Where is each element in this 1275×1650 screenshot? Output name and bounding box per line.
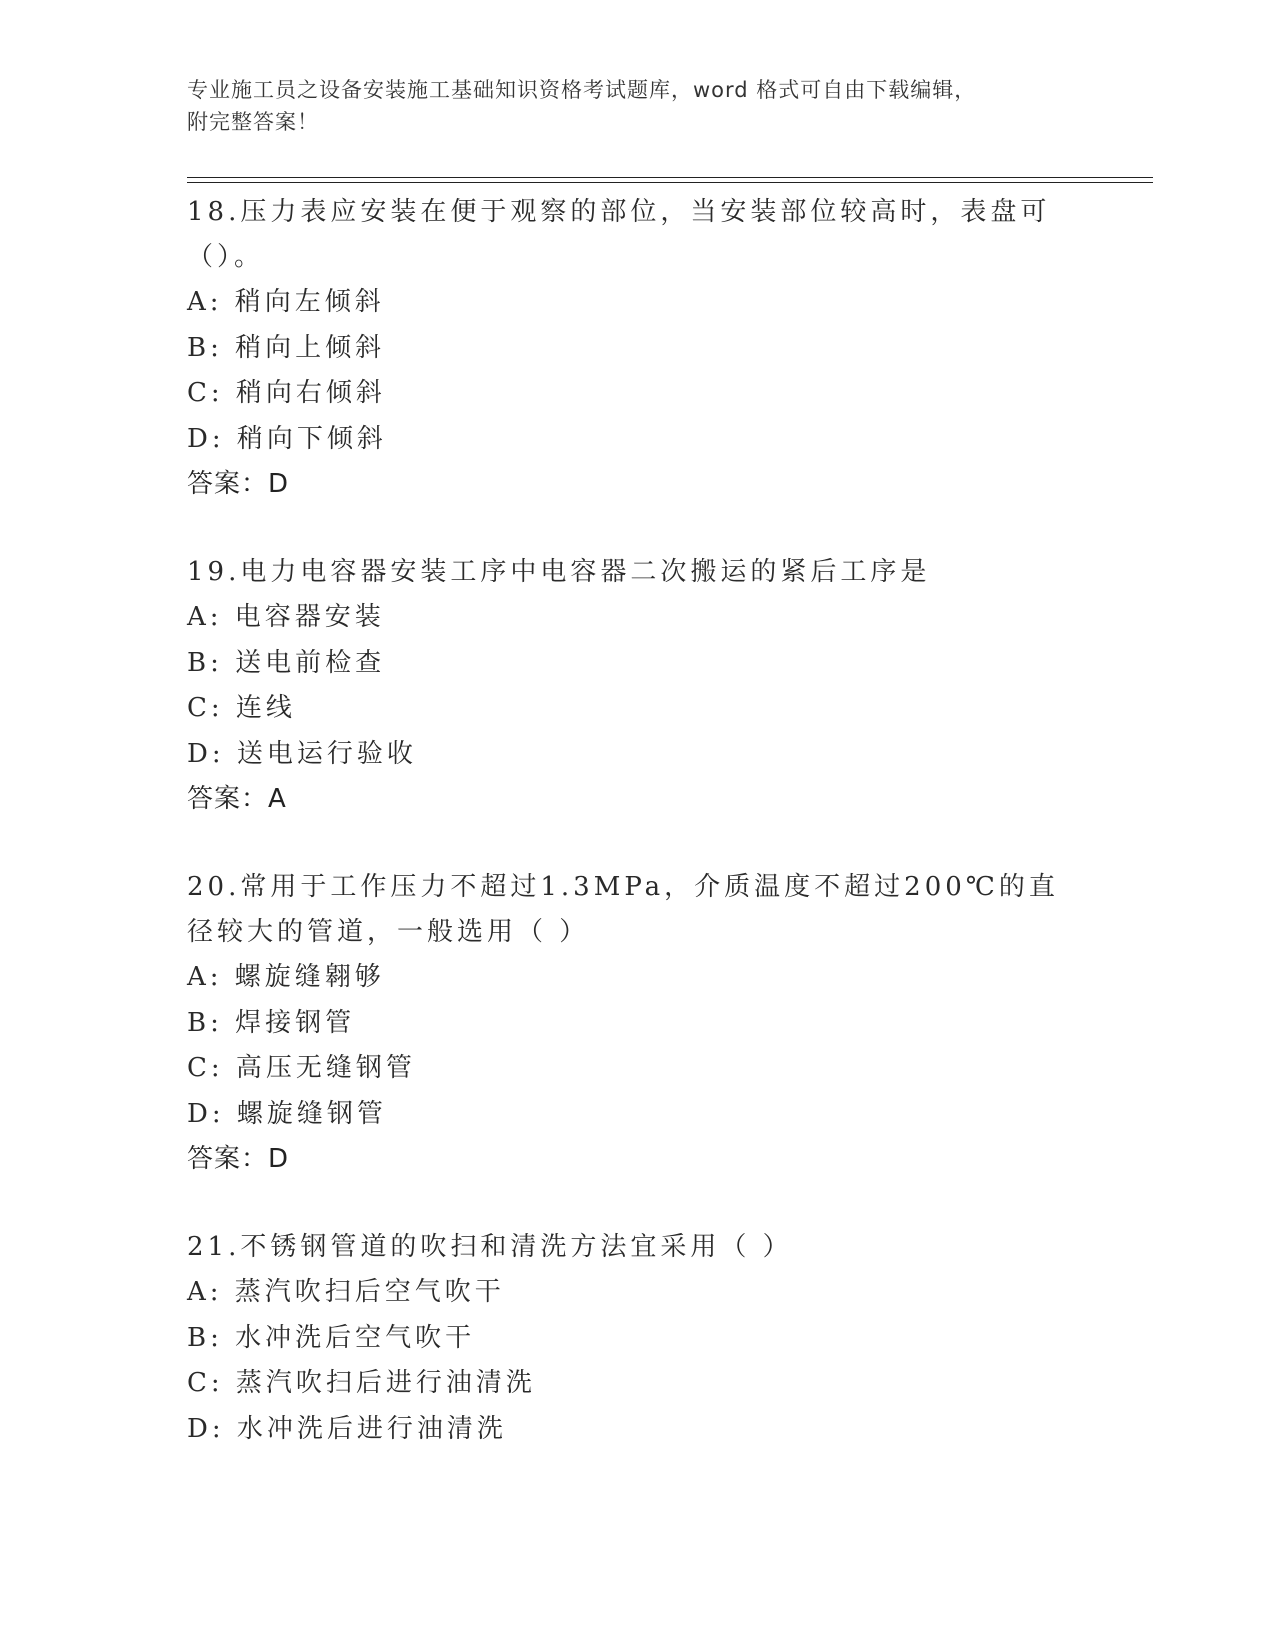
header-divider-bottom	[187, 182, 1153, 183]
header-line-1: 专业施工员之设备安装施工基础知识资格考试题库，word 格式可自由下载编辑，	[187, 78, 977, 102]
question-stem: 20.常用于工作压力不超过1.3MPa，介质温度不超过200℃的直径较大的管道，一般选用（ ）	[187, 872, 1059, 947]
option-b: B: 水冲洗后空气吹干	[187, 1322, 476, 1353]
header-divider-top	[187, 177, 1153, 178]
option-b: B: 送电前检查	[187, 647, 386, 678]
option-c: C: 高压无缝钢管	[187, 1053, 416, 1083]
option-c: C: 稍向右倾斜	[187, 378, 386, 408]
option-d: D: 水冲洗后进行油清洗	[187, 1413, 507, 1444]
option-b: B: 焊接钢管	[187, 1007, 356, 1038]
answer-line: 答案：D	[187, 469, 290, 499]
question-stem: 18.压力表应安装在便于观察的部位，当安装部位较高时，表盘可（）。	[187, 197, 1051, 272]
answer-line: 答案：D	[187, 1144, 290, 1174]
document-header	[187, 74, 1087, 138]
option-b: B: 稍向上倾斜	[187, 332, 386, 363]
question-19	[187, 550, 1087, 822]
option-d: D: 稍向下倾斜	[187, 423, 387, 454]
question-stem: 19.电力电容器安装工序中电容器二次搬运的紧后工序是	[187, 557, 931, 587]
option-a: A: 稍向左倾斜	[187, 287, 385, 317]
option-c: C: 连线	[187, 693, 296, 723]
option-a: A: 蒸汽吹扫后空气吹干	[187, 1277, 505, 1307]
option-a: A: 螺旋缝翱够	[187, 962, 385, 992]
header-line-2: 附完整答案！	[187, 110, 319, 134]
question-20	[187, 865, 1087, 1182]
option-c: C: 蒸汽吹扫后进行油清洗	[187, 1368, 536, 1398]
question-18	[187, 190, 1087, 507]
question-21	[187, 1225, 1087, 1452]
option-d: D: 送电运行验收	[187, 738, 417, 769]
answer-line: 答案：A	[187, 784, 287, 814]
option-d: D: 螺旋缝钢管	[187, 1098, 387, 1129]
question-stem: 21.不锈钢管道的吹扫和清洗方法宜采用（ ）	[187, 1232, 793, 1262]
option-a: A: 电容器安装	[187, 602, 385, 632]
question-list	[187, 190, 1087, 1495]
